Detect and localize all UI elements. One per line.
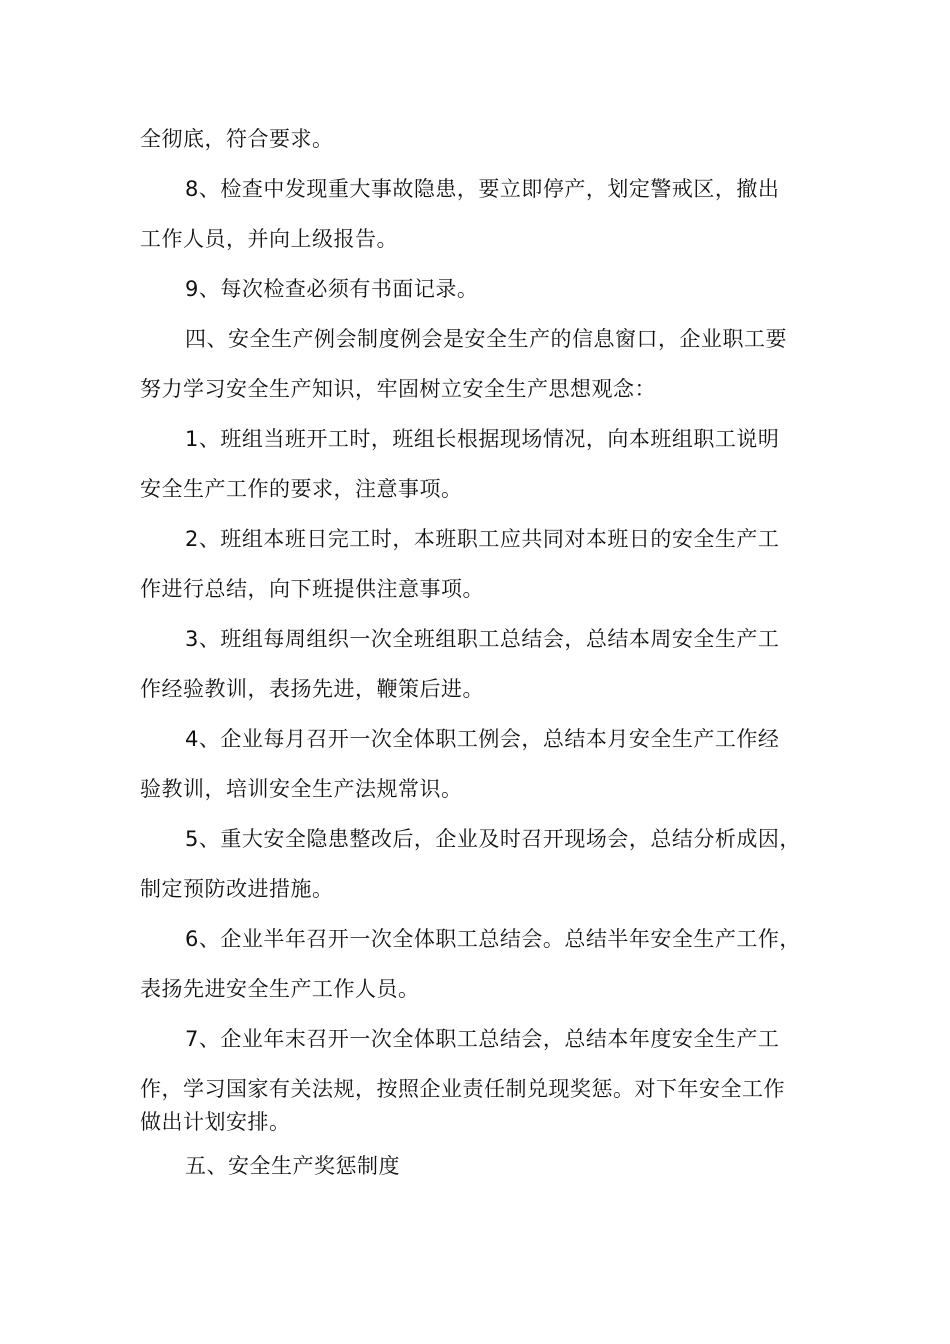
text-line: 努力学习安全生产知识，牢固树立安全生产思想观念：	[140, 377, 656, 401]
text-line: 作进行总结，向下班提供注意事项。	[140, 577, 484, 601]
text-line: 作，学习国家有关法规，按照企业责任制兑现奖惩。对下年安全工作	[140, 1077, 785, 1101]
text-line: 5、重大安全隐患整改后，企业及时召开现场会，总结分析成因，	[185, 827, 801, 851]
text-line: 7、企业年末召开一次全体职工总结会，总结本年度安全生产工	[185, 1027, 780, 1051]
text-line: 安全生产工作的要求，注意事项。	[140, 477, 463, 501]
text-line: 3、班组每周组织一次全班组职工总结会，总结本周安全生产工	[185, 627, 780, 651]
text-line: 制定预防改进措施。	[140, 877, 334, 901]
text-line: 工作人员，并向上级报告。	[140, 227, 398, 251]
text-line: 全彻底，符合要求。	[140, 127, 334, 151]
text-line: 8、检查中发现重大事故隐患，要立即停产，划定警戒区，撤出	[185, 177, 780, 201]
text-line: 做出计划安排。	[140, 1110, 291, 1134]
text-line: 2、班组本班日完工时，本班职工应共同对本班日的安全生产工	[185, 527, 780, 551]
text-line: 4、企业每月召开一次全体职工例会，总结本月安全生产工作经	[185, 727, 780, 751]
section-heading: 五、安全生产奖惩制度	[185, 1154, 400, 1178]
text-line: 6、企业半年召开一次全体职工总结会。总结半年安全生产工作，	[185, 927, 801, 951]
text-line: 作经验教训，表扬先进，鞭策后进。	[140, 677, 484, 701]
text-line: 9、每次检查必须有书面记录。	[185, 277, 479, 301]
text-line: 验教训，培训安全生产法规常识。	[140, 777, 463, 801]
text-line: 表扬先进安全生产工作人员。	[140, 977, 420, 1001]
text-line: 四、安全生产例会制度例会是安全生产的信息窗口，企业职工要	[185, 327, 787, 351]
text-line: 1、班组当班开工时，班组长根据现场情况，向本班组职工说明	[185, 427, 780, 451]
